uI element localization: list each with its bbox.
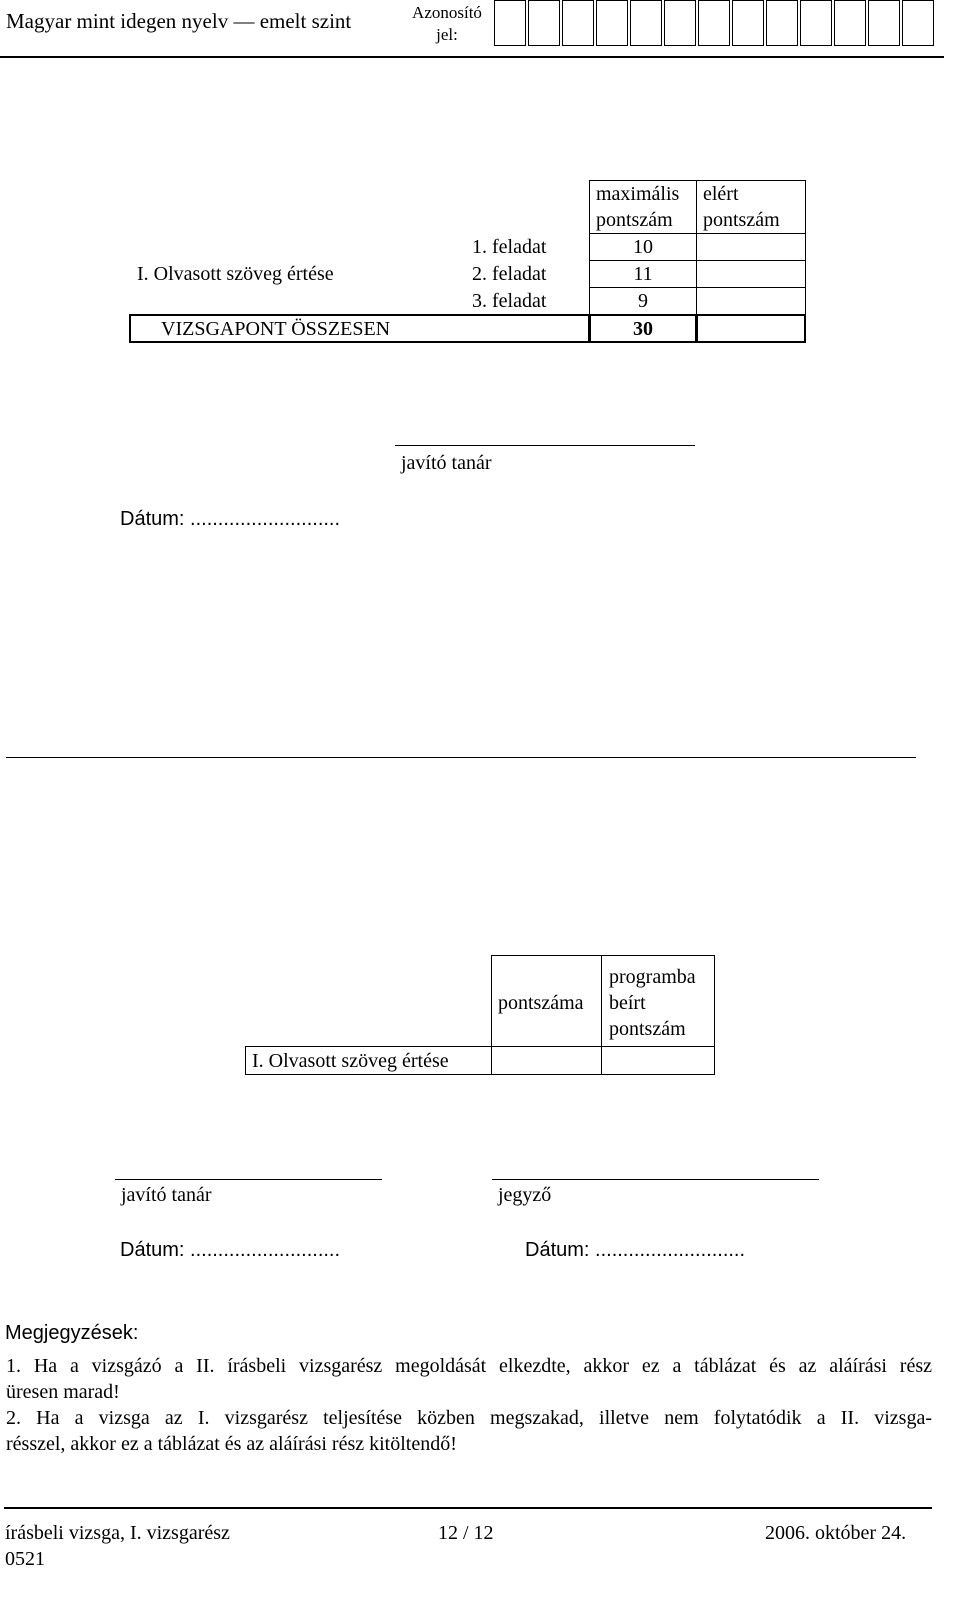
program-score-cell[interactable] [491,1046,602,1075]
id-box[interactable] [766,0,798,46]
signature-role-notary: jegyző [498,1184,552,1206]
total-label: VIZSGAPONT ÖSSZESEN [161,318,391,340]
task-max-2: 11 [633,263,653,285]
note-2-line-1: 2. Ha a vizsga az I. vizsgarész teljesítése közben megszakad, illetve nem folytatódik a II. vizsga- [6,1407,932,1429]
footer-left: írásbeli vizsga, I. vizsgarész [5,1522,230,1544]
note-1-line-2: üresen marad! [6,1381,120,1403]
program-entered-cell[interactable] [601,1046,715,1075]
got-cell-3[interactable] [696,287,806,315]
got-cell-1[interactable] [696,233,806,261]
date-field-teacher[interactable]: Dátum: ........................... [120,1239,341,1261]
program-col2-header-line2: beírt [609,992,646,1014]
id-box[interactable] [562,0,594,46]
id-box[interactable] [494,0,526,46]
notes-body [6,1353,932,1457]
footer-date: 2006. október 24. [765,1522,907,1544]
note-2-line-2: résszel, akkor ez a táblázat és az aláírási rész kitöltendő! [6,1433,457,1455]
got-cell-2[interactable] [696,260,806,288]
signature-line-notary [492,1179,819,1180]
program-col2-header-line1: programba [609,966,696,988]
azonosito-line1: Azonosító [412,3,482,22]
col-got-header-line2: pontszám [703,209,780,231]
section-label: I. Olvasott szöveg értése [137,263,334,285]
header-rule [0,56,944,58]
footer-code: 0521 [5,1548,45,1570]
azonosito-label [409,2,485,46]
footer-rule [4,1507,932,1509]
id-box[interactable] [664,0,696,46]
id-box[interactable] [698,0,730,46]
signature-role-teacher: javító tanár [121,1184,212,1206]
task-label-2: 2. feladat [472,263,547,285]
id-box[interactable] [834,0,866,46]
total-got-cell[interactable] [696,314,806,343]
id-box[interactable] [902,0,934,46]
id-box[interactable] [528,0,560,46]
task-max-3: 9 [638,290,648,312]
notes-heading: Megjegyzések: [5,1322,139,1344]
signature-role-1: javító tanár [401,452,492,474]
note-1-line-1: 1. Ha a vizsgázó a II. írásbeli vizsgarész megoldását elkezdte, akkor ez a táblázat és az aláírási rész [6,1355,932,1377]
total-max-value: 30 [633,318,653,340]
id-box[interactable] [596,0,628,46]
signature-line-teacher [115,1179,382,1180]
exam-title: Magyar mint idegen nyelv — emelt szint [6,9,352,33]
program-col2-header-line3: pontszám [609,1018,686,1040]
id-box[interactable] [800,0,832,46]
col-got-header-line1: elért [703,183,739,205]
id-box[interactable] [868,0,900,46]
col-max-header-line2: pontszám [596,209,673,231]
section-divider [6,757,916,758]
task-max-1: 10 [633,236,653,258]
program-row-label: I. Olvasott szöveg értése [252,1050,449,1072]
id-box[interactable] [630,0,662,46]
footer-page: 12 / 12 [438,1522,494,1544]
task-label-3: 3. feladat [472,290,547,312]
signature-line-1 [395,445,695,446]
azonosito-line2: jel: [436,25,458,44]
date-field-1[interactable]: Dátum: ........................... [120,508,341,530]
col-max-header-line1: maximális [596,183,680,205]
date-field-notary[interactable]: Dátum: ........................... [525,1239,746,1261]
task-label-1: 1. feladat [472,236,547,258]
id-box[interactable] [732,0,764,46]
program-col1-header: pontszáma [498,992,584,1014]
